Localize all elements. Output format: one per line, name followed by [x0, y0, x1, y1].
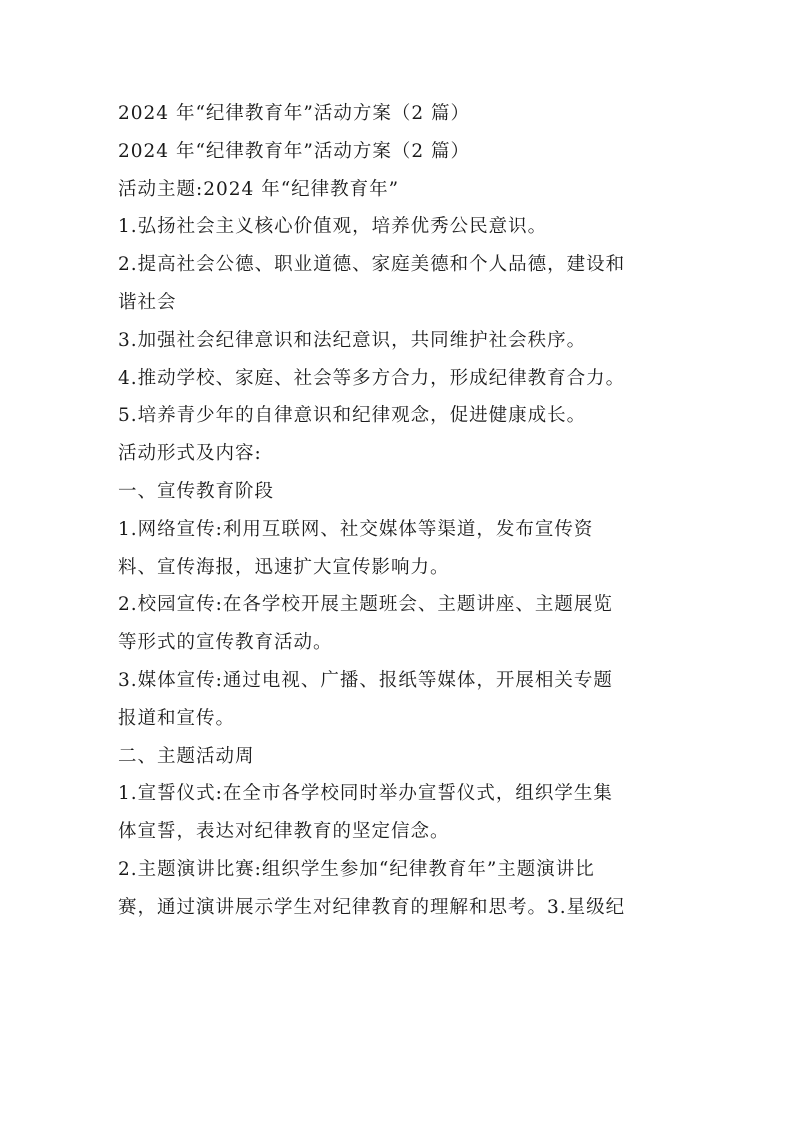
- publicity-item-3-continued: 报道和宣传。: [118, 707, 236, 729]
- publicity-item-2-continued: 等形式的宣传教育活动。: [118, 632, 333, 654]
- document-body: [118, 95, 678, 927]
- section-heading-publicity: 一、宣传教育阶段: [118, 480, 275, 502]
- publicity-item-1: 1.网络宣传:利用互联网、社交媒体等渠道，发布宣传资: [118, 518, 594, 540]
- publicity-item-2: 2.校园宣传:在各学校开展主题班会、主题讲座、主题展览: [118, 594, 613, 616]
- publicity-item-1-continued: 料、宣传海报，迅速扩大宣传影响力。: [118, 556, 450, 578]
- section-heading-forms: 活动形式及内容:: [118, 443, 262, 465]
- document-subtitle: 2024 年“纪律教育年”活动方案（2 篇）: [118, 140, 471, 162]
- goal-item-3: 3.加强社会纪律意识和法纪意识，共同维护社会秩序。: [118, 329, 587, 351]
- goal-item-1: 1.弘扬社会主义核心价值观，培养优秀公民意识。: [118, 216, 548, 238]
- theme-week-item-1-continued: 体宣誓，表达对纪律教育的坚定信念。: [118, 821, 450, 843]
- theme-week-item-1: 1.宣誓仪式:在全市各学校同时举办宣誓仪式，组织学生集: [118, 783, 613, 805]
- section-heading-theme-week: 二、主题活动周: [118, 745, 255, 767]
- goal-item-4: 4.推动学校、家庭、社会等多方合力，形成纪律教育合力。: [118, 367, 626, 389]
- goal-item-2: 2.提高社会公德、职业道德、家庭美德和个人品德，建设和: [118, 254, 626, 276]
- document-title: 2024 年“纪律教育年”活动方案（2 篇）: [118, 103, 471, 124]
- theme-week-item-2-continued: 赛，通过演讲展示学生对纪律教育的理解和思考。3.星级纪: [118, 896, 626, 918]
- publicity-item-3: 3.媒体宣传:通过电视、广播、报纸等媒体，开展相关专题: [118, 669, 613, 691]
- goal-item-2-continued: 谐社会: [118, 291, 177, 313]
- theme-week-item-2: 2.主题演讲比赛:组织学生参加“纪律教育年”主题演讲比: [118, 858, 595, 880]
- activity-theme: 活动主题:2024 年“纪律教育年”: [118, 178, 400, 200]
- goal-item-5: 5.培养青少年的自律意识和纪律观念，促进健康成长。: [118, 405, 587, 427]
